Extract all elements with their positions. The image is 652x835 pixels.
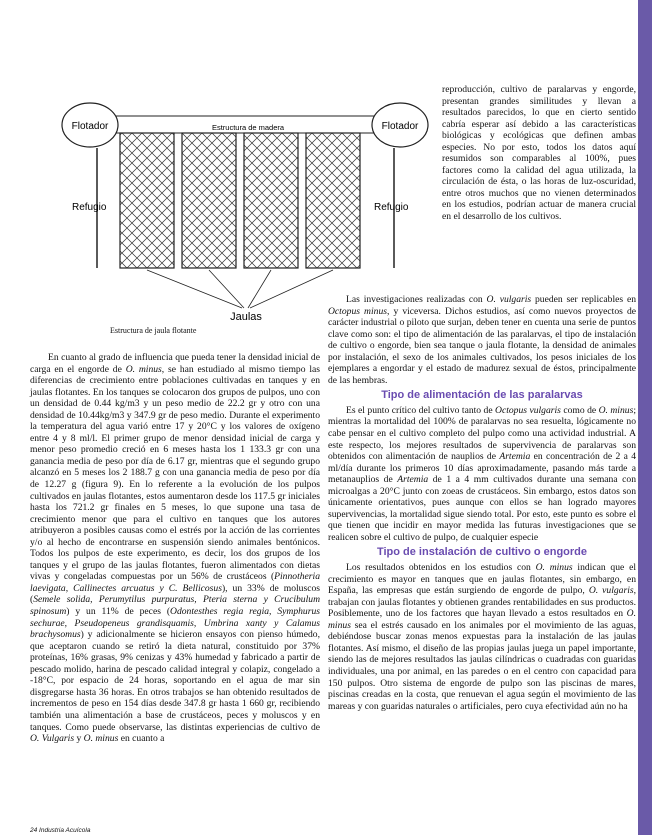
- section-heading: Tipo de alimentación de las paralarvas: [381, 389, 583, 402]
- left-column: [30, 352, 320, 745]
- refuge-right-label: Refugio: [374, 202, 409, 213]
- cage-3: [244, 133, 298, 268]
- refuge-left-label: Refugio: [72, 202, 107, 213]
- section-heading: Tipo de instalación de cultivo o engorde: [376, 546, 588, 559]
- paragraph: Las investigaciones realizadas con O. vulgaris pueden ser replicables en Octopus minus, y viceversa. Dichos estudios, así como nuevos proyectos de carácter industrial o piloto que surjan, deben tener en cuenta una serie de puntos clave como son: el tipo de alimentación de las paralarvas, el tipo de instalación de cultivo o engorde, bien sea tanque o jaula flotante, la densidad de animales por instalación, el sexo de los animales cultivados, los pesos iniciales de los ejemplares a engordar y el estado de madurez sexual de éstos, principalmente de las hembras.: [328, 294, 637, 386]
- paragraph: Los resultados obtenidos en los estudios con O. minus indican que el crecimiento es mayor en tanques que en jaulas flotantes, sin embargo, en España, las empresas que están surgiendo de engorde de pulpo, O. vulgaris, trabajan con jaulas flotantes y obtienen grandes rentabilidades en sus productos. Posiblemente, uno de los factores que hayan llevado a estos resultados en O. minus sea el estrés causado en los animales por el movimiento de las aguas, debiéndose buscar zonas menos expuestas para la instalación de las jaulas flotantes. Así mismo, el diseño de las propias jaulas juega un papel importante, siendo las de mejores resultados las jaulas cilíndricas o cuadradas con guaridas individuales, una por animal, en las paredes o en el centro con capacidad para 150 pulpos. Otro sistema de engorde de pulpo son las piscinas de mares, piscinas creadas en la costa, que renuevan el agua según el movimiento de las mareas y con guaridas naturales o artificiales, pero cuya efectividad aún no ha: [328, 562, 636, 712]
- cage-4: [306, 133, 360, 268]
- cage-2: [182, 133, 236, 268]
- cages-label: Jaulas: [230, 311, 262, 323]
- paragraph: Es el punto crítico del cultivo tanto de Octopus vulgaris como de O. minus; mientras la mortalidad del 100% de paralarvas no sea resuelta, lógicamente no cabe pensar en el cultivo completo del pulpo como una actividad industrial. A este respecto, los mejores resultados de supervivencia de paralarvas son obtenidos con alimentación de nauplios de Artemia en concentración de 2 a 4 ml/día durante los primeros 10 días aproximadamente, pasando más tarde a metanauplios de Artemia de 1 a 4 mm cultivados durante una semana con microalgas a 20°C junto con zoeas de crustáceos. Sin embargo, estos datos son únicamente orientativos, pues aunque con ellos se han logrado mayores supervivencias, la mortalidad sigue siendo total. Por esto, este punto es sobre el que tienen que incidir en mayor medida las futuras investigaciones que se realicen sobre el cultivo de pulpo, de cualquier especie: [328, 404, 637, 543]
- float-right-label: Flotador: [381, 121, 419, 132]
- figure-caption: Estructura de jaula flotante: [110, 326, 197, 335]
- structure-label: Estructura de madera: [211, 123, 285, 132]
- float-left-label: Flotador: [71, 121, 109, 132]
- right-column: [328, 294, 636, 712]
- page-side-band: [638, 0, 652, 835]
- right-top-column: [442, 84, 636, 223]
- page-footer: 24 Industria Acuícola: [30, 827, 91, 834]
- paragraph: reproducción, cultivo de paralarvas y engorde, presentan grandes similitudes y llevan a resultados parecidos, lo que en cierto sentido cabría esperar así debido a las características biológicas y ecológicas que definen ambas especies. No por esto, todos los datos aquí resumidos son comparables al 100%, pues factores como la calidad del agua utilizada, la circulación de ésta, o las horas de luz-oscuridad, entre otros muchos que no vienen determinados en los estudios, podrían actuar de manera crucial en el desarrollo de los cultivos.: [442, 84, 636, 223]
- paragraph: En cuanto al grado de influencia que pueda tener la densidad inicial de carga en el engorde de O. minus, se han estudiado al mismo tiempo las diferencias de crecimiento entre poblaciones cultivadas en tanques y en jaulas flotantes. En los tanques se colocaron dos grupos de pulpos, uno con un densidad de 0.44 kg/m3 y un peso medio de 22.2 gr y otro con una densidad de 10.44kg/m3 y 347.9 gr de peso medio. Durante el experimento la temperatura del agua varió entre 17 y 20°C y los valores de oxígeno entre 4 y 8 ml/l. El primer grupo de menor densidad inicial de carga y menor peso promedio creció en 6 meses hasta los 1 133.3 gr con una ganancia media de peso por día de 6.17 gr, mientras que el segundo grupo alcanzó en 5 meses los 2 188.7 g con una ganancia media de peso por día de 12.27 g (figura 9). En lo referente a la evolución de los pulpos cultivados en jaulas flotantes, estos aumentaron desde los 117.5 gr iniciales hasta los 721.2 gr finales en 5 meses, lo que supone una tasa de crecimiento menor que para el cultivo en tanques que los autores atribuyeron a posibles causas como el estrés por la acción de las corrientes y/o al hecho de encontrarse en suspensión siendo animales bentónicos. Todos los pulpos de este experimento, es decir, los dos grupos de los tanques y el grupo de las jaulas flotantes, fueron alimentados con dietas vivas y congeladas compuestas por un 56% de crustáceos (Pinnotheria laevigata, Callinectes arcuatus y C. Bellicosus), un 33% de moluscos (Semele solida, Perumytilus purpuratus, Pteria sterna y Crucibulum spinosum) y un 11% de peces (Odontesthes regia regia, Symphurus sechurae, Pseudopeneus grandisquamis, Umbrina xanty y Calamus brachysomus) y adicionalmente se hicieron ensayos con pienso húmedo, que aceptaron cuando se retiró la dieta natural, constituido por 37% proteínas, 16% grasas, 9% cenizas y 43% humedad y fabricado a partir de pescado molido, harina de pescado calidad integral y colapiz, congelado a -18°C, por espacio de 24 horas, soportando en el agua de mar sin disgregarse hasta 36 horas. En otros trabajos se han obtenido resultados de incrementos de peso en 154 días desde 347.8 gr hasta 1 660 gr, recibiendo también una alimentación a base de crustáceos, peces y moluscos y en tanques. Como puede observarse, las distintas experiencias de cultivo de O. Vulgaris y O. minus en cuanto a: [30, 352, 320, 745]
- cage-1: [120, 133, 174, 268]
- floating-cage-diagram: [52, 88, 434, 326]
- cage-pointer-lines: [147, 270, 333, 308]
